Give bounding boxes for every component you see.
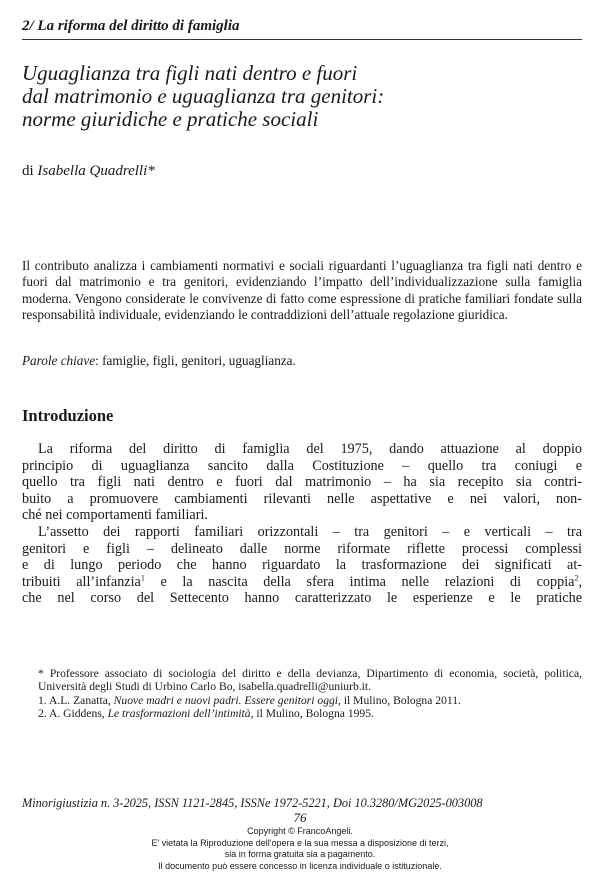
keywords <box>22 353 582 369</box>
body-text <box>22 441 582 607</box>
body-line: La riforma del diritto di famiglia del 1975, dando attuazione al doppio <box>38 441 582 457</box>
copyright-line: sia in forma gratuita sia a pagamento. <box>224 849 376 859</box>
body-text-fragment: , <box>578 573 582 590</box>
cited-title: Nuove madri e nuovi padri. Essere genitori oggi <box>113 693 339 707</box>
keywords-label: Parole chiave <box>22 353 96 368</box>
body-line: quello tra figli nati dentro e fuori dal matrimonio – ha sia recepito sia contri- <box>22 474 582 491</box>
header-rule <box>22 39 582 40</box>
body-line: buito a promuovere cambiamenti rilevanti nelle aspettative e nei valori, non- <box>22 490 582 507</box>
footnote-2 <box>22 707 582 720</box>
copyright-line: E' vietata la Riproduzione dell'opera e la sua messa a disposizione di terzi, <box>151 837 449 848</box>
body-line <box>22 574 582 591</box>
footnote-text: , il Mulino, Bologna 1995. <box>250 706 374 720</box>
title-line: Uguaglianza tra figli nati dentro e fuori <box>22 61 358 85</box>
byline-prefix: di <box>22 163 34 179</box>
running-head: 2/ La riforma del diritto di famiglia <box>22 18 240 34</box>
section-heading: Introduzione <box>22 406 114 425</box>
copyright-line: Il documento può essere concesso in licenza individuale o istituzionale. <box>158 860 442 871</box>
page-number: 76 <box>293 810 307 825</box>
byline <box>22 161 155 181</box>
copyright-line: Copyright © FrancoAngeli. <box>247 826 353 836</box>
body-line: ché nei comportamenti familiari. <box>22 507 208 524</box>
body-line: L’assetto dei rapporti familiari orizzontali – tra genitori – e verticali – tra <box>38 523 582 540</box>
body-line: che nel corso del Settecento hanno caratterizzato le esperienze e le pratiche <box>22 590 582 607</box>
title-line: norme giuridiche e pratiche sociali <box>22 107 319 131</box>
keywords-text: : famiglie, figli, genitori, uguaglianza. <box>95 353 296 368</box>
author-name: Isabella Quadrelli* <box>37 163 155 179</box>
footnote-marker: 2 <box>574 573 579 583</box>
body-line: genitori e figli – delineato dalle norme riformate riflette processi complessi <box>22 540 582 557</box>
footnote-marker: 1 <box>140 573 145 583</box>
article-title <box>22 62 582 131</box>
cited-title: Le trasformazioni dell’intimità <box>107 706 251 720</box>
body-text-fragment: e la nascita della sfera intima nelle relazioni di coppia <box>144 573 575 590</box>
footnote-1 <box>22 694 582 707</box>
body-line: e di lungo periodo che hanno riguardato la trasformazione dei significati at- <box>22 557 582 574</box>
journal-citation: Minorigiustizia n. 3-2025, ISSN 1121-2845, ISSNe 1972-5221, Doi 10.3280/MG2025-003008 <box>22 796 483 810</box>
body-text-fragment: tribuiti all’infanzia <box>22 573 141 590</box>
body-line: principio di uguaglianza sancito dalla Costituzione – quello tra coniugi e <box>22 457 582 474</box>
title-line: dal matrimonio e uguaglianza tra genitori: <box>22 84 385 108</box>
footnote-text: , il Mulino, Bologna 2011. <box>338 693 461 707</box>
footnote-text: 1. A.L. Zanatta, <box>38 693 114 707</box>
footnote-text: 2. A. Giddens, <box>38 706 108 720</box>
abstract: Il contributo analizza i cambiamenti normativi e sociali riguardanti l’uguaglianza tra figli nati dentro e fuori dal matrimonio e tra genitori, evidenziando l’impatto dell’individualizzazione sulla famiglia moderna. Vengono considerate le convivenze di fatto come espressione di pratiche familiari fondate sulla responsabilità individuale, evidenziando le contraddizioni dell’attuale regolazione giuridica. <box>22 258 582 322</box>
copyright-notice <box>0 826 600 872</box>
footnotes <box>22 667 582 720</box>
author-footnote: * Professore associato di sociologia del diritto e della devianza, Dipartimento di economia, società, politica, Università degli Studi di Urbino Carlo Bo, isabella.quadrelli@uniurb.it. <box>38 667 582 694</box>
